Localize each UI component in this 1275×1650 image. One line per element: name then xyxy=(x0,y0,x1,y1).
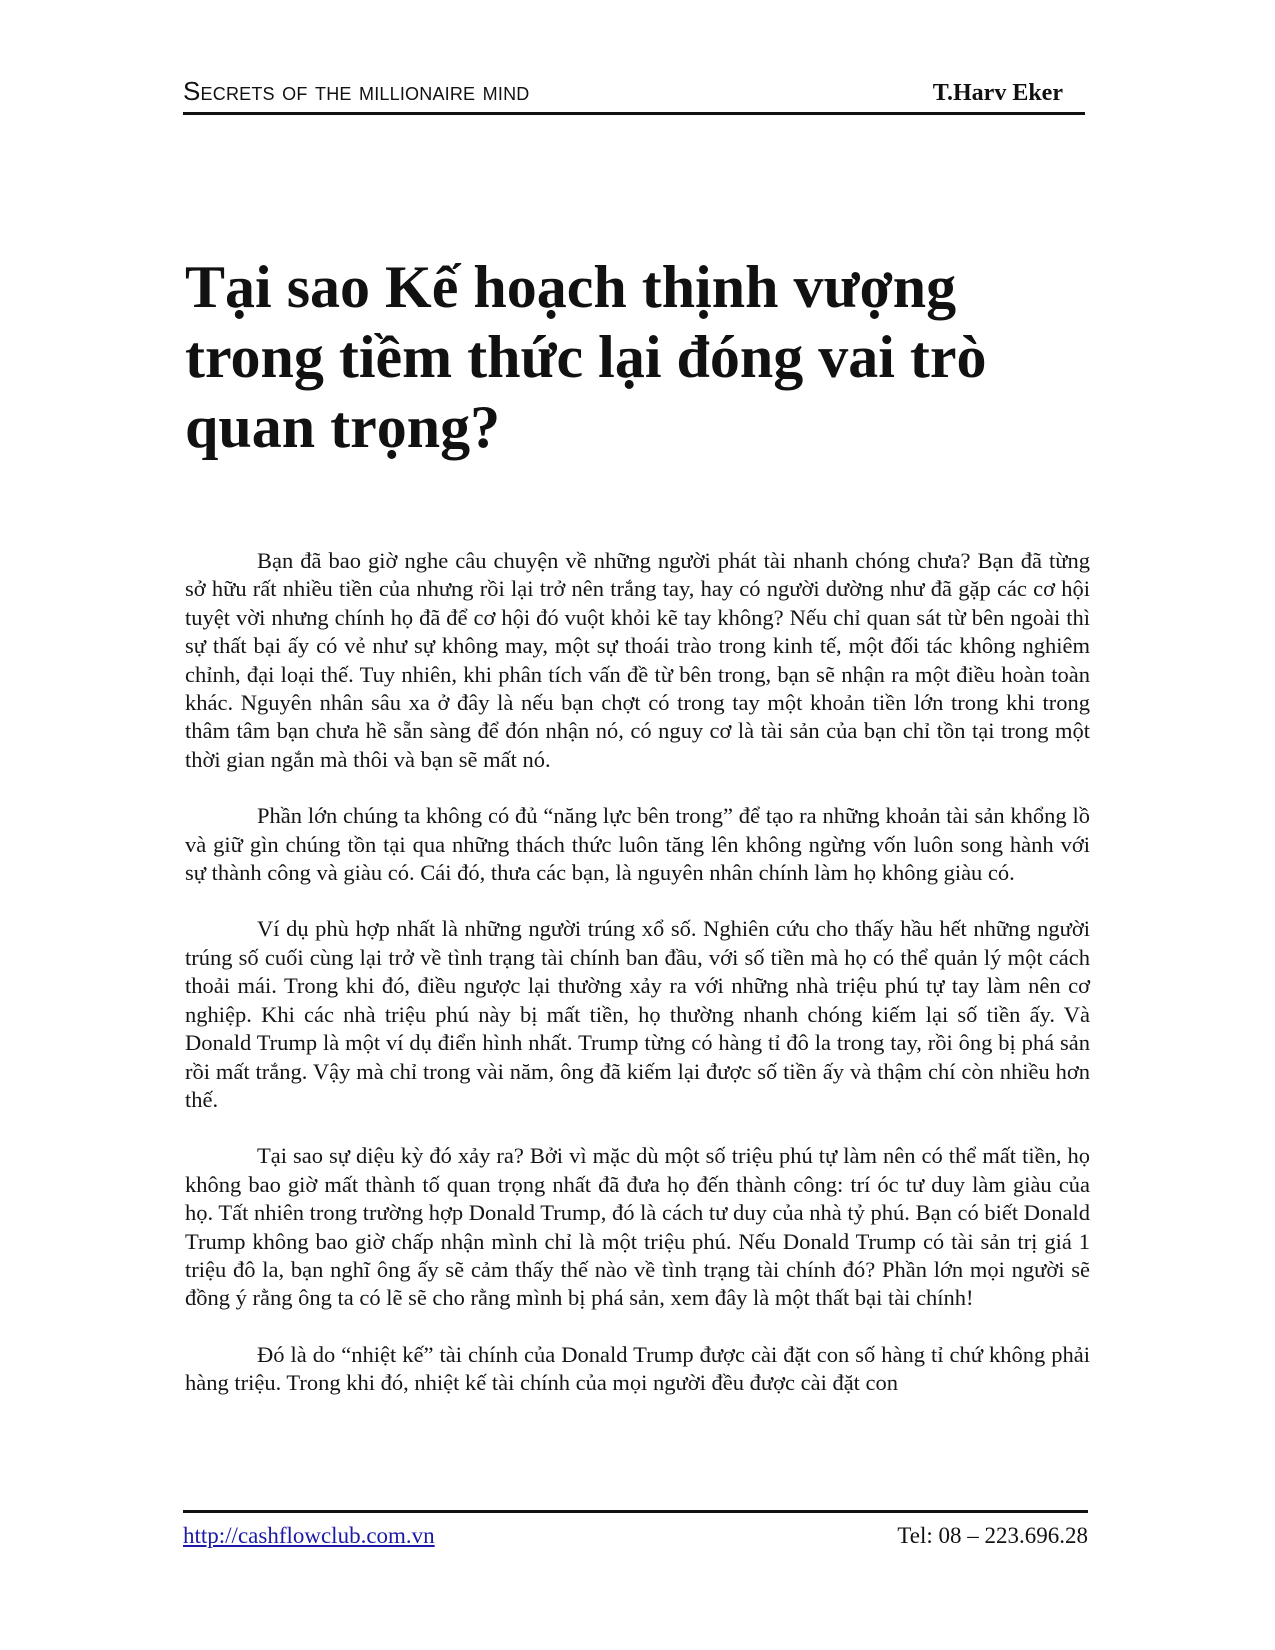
book-title: Secrets of the millionaire mind xyxy=(183,76,530,106)
running-footer xyxy=(183,1510,1088,1553)
paragraph: Bạn đã bao giờ nghe câu chuyện về những người phát tài nhanh chóng chưa? Bạn đã từng sở hữu rất nhiều tiền của nhưng rồi lại trở nên trắng tay, hay có người dường như đã gặp các cơ hội tuyệt vời nhưng chính họ đã để cơ hội đó vuột khỏi kẽ tay không? Nếu chỉ quan sát từ bên ngoài thì sự thất bại ấy có vẻ như sự không may, một sự thoái trào trong kinh tế, một đối tác không nghiêm chỉnh, đại loại thế. Tuy nhiên, khi phân tích vấn đề từ bên trong, bạn sẽ nhận ra một điều hoàn toàn khác. Nguyên nhân sâu xa ở đây là nếu bạn chợt có trong tay một khoản tiền lớn trong khi trong thâm tâm bạn chưa hề sẵn sàng để đón nhận nó, có nguy cơ là tài sản của bạn chỉ tồn tại trong một thời gian ngắn mà thôi và bạn sẽ mất nó. xyxy=(185,548,1090,772)
body-text xyxy=(185,547,1090,1426)
website-link[interactable]: http://cashflowclub.com.vn xyxy=(183,1523,435,1548)
phone-number: Tel: 08 – 223.696.28 xyxy=(897,1523,1088,1548)
paragraph: Ví dụ phù hợp nhất là những người trúng xổ số. Nghiên cứu cho thấy hầu hết những người trúng số cuối cùng lại trở về tình trạng tài chính ban đầu, với số tiền mà họ có thể quản lý một cách thoải mái. Trong khi đó, điều ngược lại thường xảy ra với những nhà triệu phú tự tay làm nên cơ nghiệp. Khi các nhà triệu phú này bị mất tiền, họ thường nhanh chóng kiếm lại số tiền ấy. Và Donald Trump là một ví dụ điển hình nhất. Trump từng có hàng tỉ đô la trong tay, rồi ông bị phá sản rồi mất trắng. Vậy mà chỉ trong vài năm, ông đã kiếm lại được số tiền ấy và thậm chí còn nhiều hơn thế. xyxy=(185,916,1090,1112)
page-title: Tại sao Kế hoạch thịnh vượng trong tiềm thức lại đóng vai trò quan trọng? xyxy=(185,254,987,460)
running-header xyxy=(183,76,1085,115)
paragraph: Đó là do “nhiệt kế” tài chính của Donald Trump được cài đặt con số hàng tỉ chứ không phải hàng triệu. Trong khi đó, nhiệt kế tài chính của mọi người đều được cài đặt con xyxy=(185,1341,1090,1396)
paragraph: Phần lớn chúng ta không có đủ “năng lực bên trong” để tạo ra những khoản tài sản khổng lồ và giữ gìn chúng tồn tại qua những thách thức luôn tăng lên không ngừng vốn luôn song hành với sự thành công và giàu có. Cái đó, thưa các bạn, là nguyên nhân chính làm họ không giàu có. xyxy=(185,803,1090,886)
paragraph: Tại sao sự diệu kỳ đó xảy ra? Bởi vì mặc dù một số triệu phú tự làm nên có thể mất tiền, họ không bao giờ mất thành tố quan trọng nhất đã đưa họ đến thành công: trí óc tư duy làm giàu của họ. Tất nhiên trong trường hợp Donald Trump, đó là cách tư duy của nhà tỷ phú. Bạn có biết Donald Trump không bao giờ chấp nhận mình chỉ là một triệu phú. Nếu Donald Trump có tài sản trị giá 1 triệu đô la, bạn nghĩ ông ấy sẽ cảm thấy thế nào về tình trạng tài chính đó? Phần lớn mọi người sẽ đồng ý rằng ông ta có lẽ sẽ cho rằng mình bị phá sản, xem đây là một thất bại tài chính! xyxy=(185,1143,1090,1311)
author-name: T.Harv Eker xyxy=(932,80,1063,106)
